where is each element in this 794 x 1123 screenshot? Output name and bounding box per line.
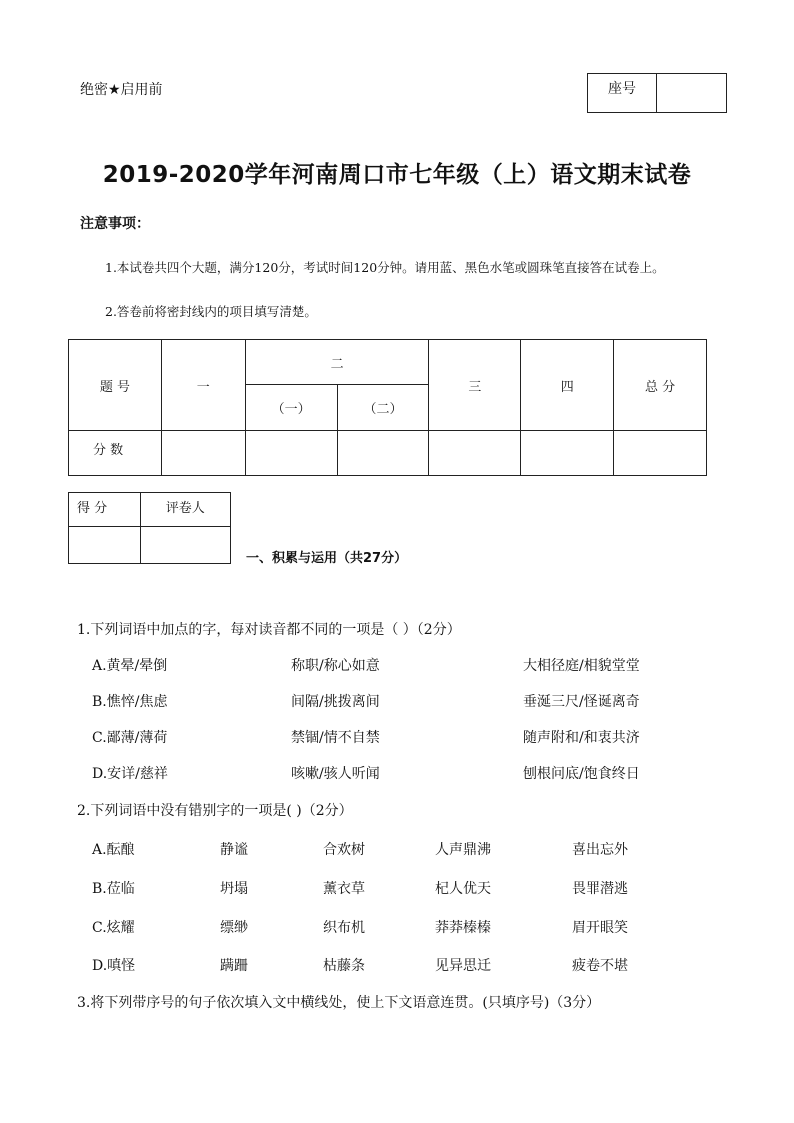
grader-table — [68, 492, 231, 564]
col-header-2-sub-1: （一） — [245, 385, 337, 431]
q2-option-b-1: B.莅临 — [92, 881, 135, 897]
col-header-4: 四 — [521, 340, 614, 431]
q2-option-d-4: 见异思迁 — [435, 958, 491, 974]
q1-option-c-2: 禁锢/情不自禁 — [291, 730, 380, 746]
q2-option-b-4: 杞人优天 — [435, 881, 491, 897]
section-1-title: 一、积累与运用（共27分） — [246, 551, 408, 566]
q1-option-b-2: 间隔/挑拨离间 — [291, 694, 380, 710]
notice-heading: 注意事项： — [80, 216, 150, 232]
q2-option-b-5: 畏罪潜逃 — [572, 881, 628, 897]
q1-option-b-3: 垂涎三尺/怪诞离奇 — [523, 694, 640, 710]
q1-option-d-3: 刨根问底/饱食终日 — [523, 766, 640, 782]
q1-option-c-3: 随声附和/和衷共济 — [523, 730, 640, 746]
q2-option-b-2: 坍塌 — [220, 881, 248, 897]
grader-score-label: 得 分 — [69, 493, 141, 527]
seat-number-field[interactable] — [657, 74, 726, 112]
confidential-label: 绝密★启用前 — [80, 82, 163, 98]
q1-option-a-1: A.黄晕/晕倒 — [92, 658, 168, 674]
col-header-2: 二 — [245, 340, 429, 385]
q2-option-c-4: 莽莽榛榛 — [435, 920, 491, 936]
score-table — [68, 339, 707, 476]
q1-option-d-2: 咳嗽/骇人听闻 — [291, 766, 380, 782]
col-header-1: 一 — [161, 340, 245, 431]
q2-option-d-5: 疲卷不堪 — [572, 958, 628, 974]
score-cell-2-2[interactable] — [337, 431, 429, 476]
seat-label: 座号 — [588, 74, 657, 112]
q2-option-a-2: 静谧 — [220, 842, 248, 858]
exam-title: 2019-2020学年河南周口市七年级（上）语文期末试卷 — [102, 162, 692, 188]
q2-option-d-2: 蹒跚 — [220, 958, 248, 974]
question-2-stem: 2.下列词语中没有错别字的一项是( )（2分） — [77, 803, 353, 819]
q2-option-a-1: A.酝酿 — [92, 842, 135, 858]
seat-number-box — [587, 73, 727, 113]
row-header-question-number: 题 号 — [69, 340, 162, 431]
question-3-stem: 3.将下列带序号的句子依次填入文中横线处，使上下文语意连贯。(只填序号)（3分） — [77, 995, 601, 1011]
score-cell-1[interactable] — [161, 431, 245, 476]
col-header-3: 三 — [429, 340, 521, 431]
question-1-stem: 1.下列词语中加点的字，每对读音都不同的一项是（ ）（2分） — [77, 622, 461, 638]
q2-option-a-5: 喜出忘外 — [572, 842, 628, 858]
grader-score-cell[interactable] — [69, 527, 141, 564]
grader-name-label: 评卷人 — [140, 493, 230, 527]
q2-option-d-3: 枯藤条 — [323, 958, 365, 974]
score-cell-2-1[interactable] — [245, 431, 337, 476]
q2-option-c-5: 眉开眼笑 — [572, 920, 628, 936]
grader-name-cell[interactable] — [140, 527, 230, 564]
q2-option-a-3: 合欢树 — [323, 842, 365, 858]
score-cell-total[interactable] — [614, 431, 707, 476]
col-header-2-sub-2: （二） — [337, 385, 429, 431]
q2-option-c-1: C.炫耀 — [92, 920, 135, 936]
q2-option-c-2: 缥缈 — [220, 920, 248, 936]
score-cell-4[interactable] — [521, 431, 614, 476]
q1-option-d-1: D.安详/慈祥 — [92, 766, 168, 782]
col-header-total: 总 分 — [614, 340, 707, 431]
q1-option-c-1: C.鄙薄/薄荷 — [92, 730, 168, 746]
q2-option-a-4: 人声鼎沸 — [435, 842, 491, 858]
q2-option-b-3: 薰衣草 — [323, 881, 365, 897]
q1-option-a-2: 称职/称心如意 — [291, 658, 380, 674]
notice-item-2: 2.答卷前将密封线内的项目填写清楚。 — [105, 304, 317, 319]
q2-option-d-1: D.嗔怪 — [92, 958, 136, 974]
score-cell-3[interactable] — [429, 431, 521, 476]
q1-option-b-1: B.憔悴/焦虑 — [92, 694, 168, 710]
q2-option-c-3: 织布机 — [323, 920, 365, 936]
row-header-score: 分 数 — [69, 431, 162, 476]
notice-item-1: 1.本试卷共四个大题，满分120分，考试时间120分钟。请用蓝、黑色水笔或圆珠笔直接答在试卷上。 — [105, 260, 665, 275]
q1-option-a-3: 大相径庭/相貌堂堂 — [523, 658, 640, 674]
